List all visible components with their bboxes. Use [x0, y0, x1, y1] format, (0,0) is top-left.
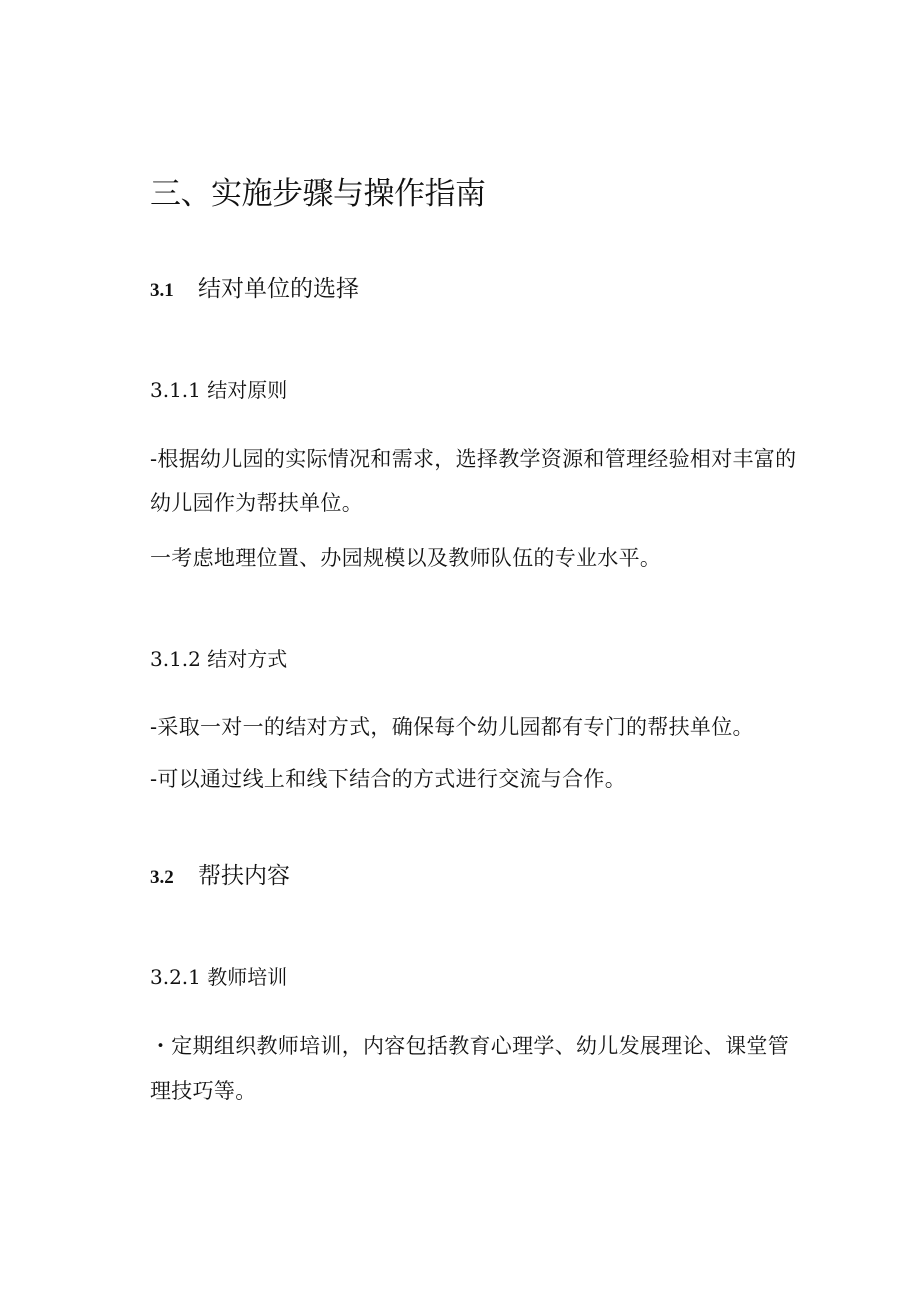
subsection-heading-3-2 — [150, 857, 290, 890]
subsection-title: 帮扶内容 — [198, 863, 290, 889]
paragraph-line: 理技巧等。 — [150, 1079, 257, 1103]
subsection-number: 3.1 — [150, 280, 174, 301]
paragraph-line: ・定期组织教师培训，内容包括教育心理学、幼儿发展理论、课堂管 — [150, 1034, 789, 1058]
heading-3-2-1: 3.2.1 教师培训 — [150, 965, 288, 989]
section-title: 三、实施步骤与操作指南 — [150, 176, 486, 212]
paragraph-line: -可以通过线上和线下结合的方式进行交流与合作。 — [150, 767, 626, 791]
paragraph-line: 幼儿园作为帮扶单位。 — [150, 491, 363, 515]
paragraph-line: 一考虑地理位置、办园规模以及教师队伍的专业水平。 — [150, 546, 662, 570]
subsection-number: 3.2 — [150, 867, 174, 888]
subsection-heading-3-1 — [150, 270, 359, 303]
heading-3-1-2: 3.1.2 结对方式 — [150, 647, 288, 671]
subsection-title: 结对单位的选择 — [198, 276, 359, 302]
paragraph-line: -根据幼儿园的实际情况和需求，选择教学资源和管理经验相对丰富的 — [150, 447, 797, 471]
paragraph-line: -采取一对一的结对方式，确保每个幼儿园都有专门的帮扶单位。 — [150, 715, 754, 739]
heading-3-1-1: 3.1.1 结对原则 — [150, 378, 288, 402]
